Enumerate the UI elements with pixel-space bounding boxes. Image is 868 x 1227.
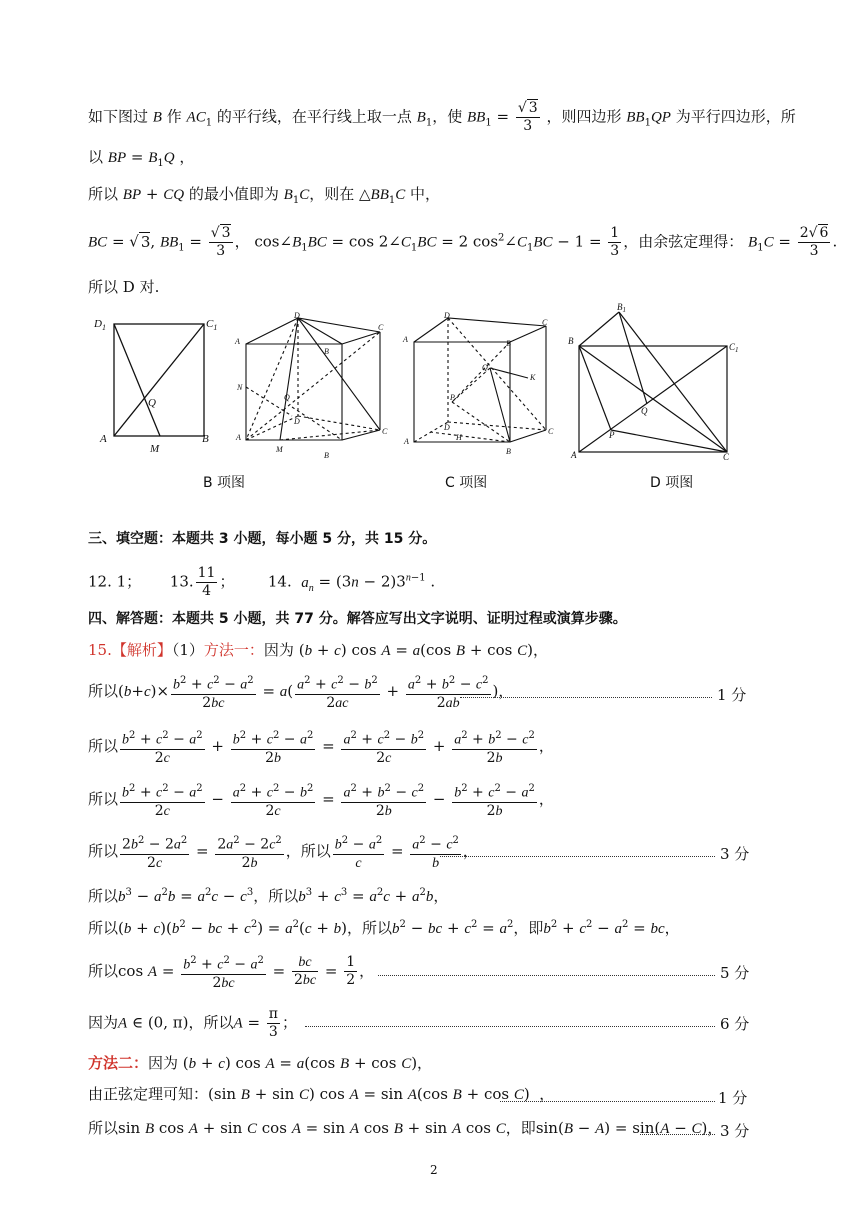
svg-text:B: B — [506, 339, 511, 348]
text: ，则四边形 — [546, 107, 622, 126]
svg-text:B: B — [202, 433, 209, 445]
text-line: 因为A ∈ (0, π)，所以A = $\frac{\pi}{3}$ ； — [88, 1006, 297, 1040]
cube-line — [280, 430, 380, 440]
svg-text:H: H — [456, 433, 462, 442]
svg-text:P: P — [609, 430, 615, 440]
cube-top-edges — [246, 318, 380, 344]
svg-text:A: A — [403, 335, 408, 344]
text: 为平行四边形，所 — [675, 107, 796, 126]
caption-d: D 项图 — [650, 475, 694, 491]
cube-hidden-edge — [246, 416, 298, 440]
svg-text:A: A — [404, 437, 409, 446]
caption-c: C 项图 — [445, 475, 488, 491]
cube-line — [452, 342, 510, 402]
figure-d-line — [579, 312, 619, 346]
figure-b-line — [114, 324, 160, 436]
text-line: 以 BP = $B_1Q$ ， — [88, 148, 195, 169]
figure-c — [400, 312, 560, 460]
dotted-leader — [440, 856, 715, 857]
svg-text:Q: Q — [148, 397, 156, 409]
text-line: 所以 $\frac{2b^2 - 2a^2}{2c}$ = $\frac{2a^2 - 2c^2}{2b}$ ，所以 $\frac{b^2 - a^2}{c}$ = $\frac{a^2 - c^2}{b}$ ， — [88, 832, 478, 872]
text: 的最小值即为 — [188, 185, 279, 203]
svg-text:B1: $B_1$ — [617, 302, 626, 314]
svg-text:D1: $D_1$ — [94, 318, 106, 332]
text-line: 如下图过 B 作 $AC_1$ 的平行线，在平行线上取一点 $B_1$，使 $BB_1$ = $\frac{√ 3}{3}$ ，则四边形 $BB_1QP$ 为平行四边形，所 — [88, 100, 796, 134]
cube-top-edges — [414, 318, 546, 342]
svg-text:C1: $C_1$ — [206, 318, 218, 332]
cube-line — [298, 318, 380, 430]
svg-text:P: P — [450, 393, 455, 402]
text-line: 所以 BP + CQ 的最小值即为 $B_1C$，则在 $\triangle BB_1C$ 中， — [88, 185, 441, 206]
svg-text:B: B — [324, 451, 329, 460]
text-line: 方法二：因为 (b + c) cos A = a(cos B + cos C)， — [88, 1054, 433, 1072]
score-label: 5 分 — [720, 964, 750, 982]
answer-12: 12. 1； — [88, 572, 142, 591]
text: ，则在 — [309, 185, 355, 203]
figure-d-line — [611, 430, 727, 452]
question-number: 15.【解析】 — [88, 641, 172, 659]
text-line — [88, 277, 159, 297]
svg-text:D: D — [294, 312, 300, 320]
svg-text:M: M — [150, 443, 160, 455]
svg-text:C1: $C_1$ — [729, 342, 739, 354]
svg-text:D: D — [444, 312, 450, 320]
cube-hidden-edge — [298, 416, 380, 430]
svg-text:A: A — [236, 433, 241, 442]
text: 中， — [410, 185, 441, 203]
cube-line — [246, 318, 298, 440]
svg-text:C: C — [542, 318, 548, 327]
figure-d — [565, 300, 745, 462]
answer-13: 13. — [169, 572, 194, 591]
figure-b-line — [114, 324, 204, 436]
svg-text:Q: Q — [482, 363, 488, 372]
text-line: BC = √ 3, $BB_1$ = $\frac{√ 3}{3}$ ， $\cos\angle B_1BC = \cos$ $2\angle C_1BC = 2$ $\cos^2\angle C_1BC - 1$ = $\frac{1}{3}$ ，由余弦定理得： $B_1C$ = $\frac{2√ 6}{3}$ . — [88, 225, 838, 259]
text: 的平行线，在平行线上取一点 — [216, 107, 412, 126]
text: 所以 D 对. — [88, 278, 160, 296]
svg-text:C: C — [378, 323, 384, 332]
section-heading: 三、填空题：本题共 3 小题，每小题 5 分，共 15 分。 — [88, 531, 437, 547]
dotted-leader — [305, 1026, 715, 1027]
cube-hidden-edge — [448, 422, 546, 430]
text: ，由余弦定理得： — [623, 232, 744, 251]
svg-text:A: A — [100, 433, 107, 445]
svg-text:K: K — [530, 373, 536, 382]
text-line: 所以 $\frac{b^2 + c^2 - a^2}{2c}$ − $\frac{a^2 + c^2 - b^2}{2c}$ = $\frac{a^2 + b^2 - c^2}{2b}$ − $\frac{b^2 + c^2 - a^2}{2b}$ ， — [88, 780, 554, 820]
dotted-leader — [460, 697, 712, 698]
svg-text:B: B — [506, 447, 511, 456]
figure-d-line — [619, 312, 647, 404]
cube-edge — [342, 430, 380, 440]
svg-text:A: A — [571, 450, 577, 460]
score-label: 3 分 — [720, 1122, 750, 1140]
text-line: 所以(b+c)× $\frac{b^2 + c^2 - a^2}{2bc}$ = a( $\frac{a^2 + c^2 - b^2}{2ac}$ + $\frac{a^2 + b^2 - c^2}{2ab}$ )， — [88, 672, 513, 712]
page-number: 2 — [430, 1163, 438, 1177]
score-label: 3 分 — [720, 845, 750, 863]
cube-edge — [510, 430, 546, 442]
svg-text:M: M — [276, 445, 283, 454]
score-label: 6 分 — [720, 1015, 750, 1033]
dotted-leader — [378, 975, 715, 976]
dotted-leader — [500, 1101, 715, 1102]
svg-text:B: B — [324, 347, 329, 356]
svg-text:N: N — [237, 383, 243, 392]
text-line: 由正弦定理可知：(sin B + sin C) cos A = sin A(cos B + cos C) ， — [88, 1085, 555, 1103]
figure-b — [92, 312, 222, 457]
text-line: 所以 $\frac{b^2 + c^2 - a^2}{2c}$ + $\frac{b^2 + c^2 - a^2}{2b}$ = $\frac{a^2 + c^2 - b^2}{2c}$ + $\frac{a^2 + b^2 - c^2}{2b}$ ， — [88, 727, 554, 767]
text: 如下图过 — [88, 107, 149, 126]
text-line: 所以cos A = $\frac{b^2 + c^2 - a^2}{2bc}$ = $\frac{bc}{2bc}$ = $\frac{1}{2}$ ， — [88, 952, 374, 992]
answer-14: 14. — [267, 572, 292, 591]
svg-text:A: A — [235, 337, 240, 346]
text-line: 所以$(b + c)(b^2$ − bc + $c^2) = a^2(c + b)$，所以$b^2$ − bc + $c^2 = a^2$，即$b^2 + c^2 - a^2$ = bc， — [88, 919, 680, 937]
dotted-leader — [640, 1134, 715, 1135]
svg-text:C: C — [382, 427, 388, 436]
figure-b-cube — [232, 312, 392, 460]
text-line: 15.【解析】（1）方法一：因为 (b + c) cos A = a(cos B + cos C)， — [88, 641, 548, 659]
method-label: 方法一： — [203, 641, 264, 659]
text-line: 所以$b^3 - a^2b = a^2c - c^3$，所以$b^3 + c^3 = a^2c + a^2b$， — [88, 887, 449, 905]
text: 以 — [88, 148, 104, 166]
svg-text:C: C — [548, 427, 554, 436]
figure-d-line — [619, 312, 727, 452]
cube-line — [452, 368, 490, 402]
text: 作 — [166, 107, 182, 126]
score-label: 1 分 — [717, 686, 747, 704]
svg-text:Q: Q — [641, 406, 648, 416]
text-line: 所以sin B cos A + sin C cos A = sin A cos B + sin A cos C，即sin(B − A) = sin(A − C)， — [88, 1119, 723, 1137]
svg-text:Q: Q — [284, 393, 290, 402]
svg-text:C: C — [723, 452, 730, 462]
text: 所以 — [88, 185, 119, 203]
caption-b: B 项图 — [203, 475, 246, 491]
answers-line: 12. 1； 13. $\frac{11}{4}$ ； 14. $a_n = (3n - 2)3^{n-1}$ . — [88, 565, 436, 599]
svg-text:D: D — [294, 417, 300, 426]
score-label: 1 分 — [718, 1089, 748, 1107]
cube-line — [246, 332, 380, 440]
method-label: 方法二： — [88, 1054, 149, 1072]
section-heading: 四、解答题：本题共 5 小题，共 77 分。解答应写出文字说明、证明过程或演算步骤。 — [88, 611, 627, 627]
figure-d-line — [579, 346, 611, 430]
svg-text:B: B — [568, 336, 574, 346]
text: ，使 — [432, 107, 463, 126]
svg-text:D: D — [444, 423, 450, 432]
